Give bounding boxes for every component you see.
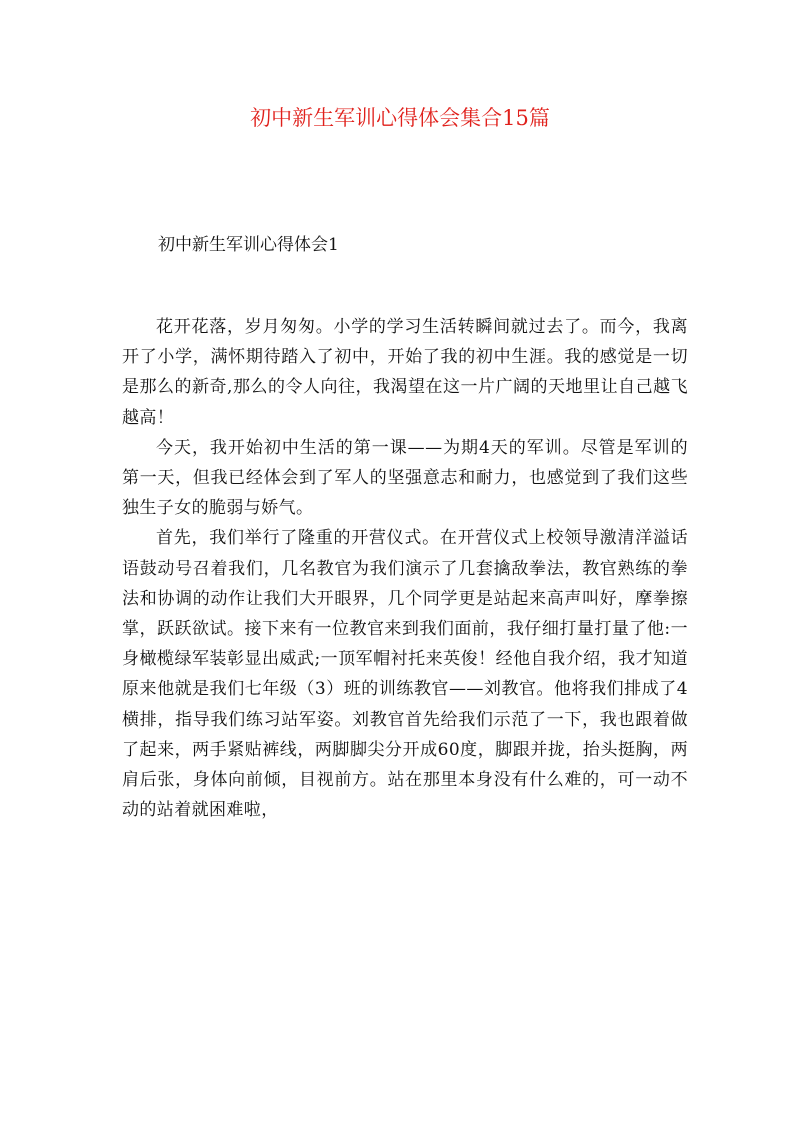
article-body — [122, 312, 688, 825]
paragraph: 花开花落，岁月匆匆。小学的学习生活转瞬间就过去了。而今，我离开了小学，满怀期待踏入了初中，开始了我的初中生涯。我的感觉是一切是那么的新奇,那么的令人向往，我渴望在这一片广阔的天地里让自己越飞越高！ — [122, 317, 688, 428]
paragraph: 首先，我们举行了隆重的开营仪式。在开营仪式上校领导激清洋溢话语鼓动号召着我们，几名教官为我们演示了几套擒敌拳法，教官熟练的拳法和协调的动作让我们大开眼界，几个同学更是站起来高声叫好，摩拳擦掌，跃跃欲试。接下来有一位教官来到我们面前，我仔细打量打量了他:一身橄榄绿军装彰显出威武;一顶军帽衬托来英俊！经他自我介绍，我才知道原来他就是我们七年级（3）班的训练教官——刘教官。他将我们排成了4横排，指导我们练习站军姿。刘教官首先给我们示范了一下，我也跟着做了起来，两手紧贴裤线，两脚脚尖分开成60度，脚跟并拢，抬头挺胸，两肩后张，身体向前倾，目视前方。站在那里本身没有什么难的，可一动不动的站着就困难啦， — [122, 528, 688, 821]
paragraph: 今天，我开始初中生活的第一课——为期4天的军训。尽管是军训的第一天，但我已经体会到了军人的坚强意志和耐力，也感觉到了我们这些独生子女的脆弱与娇气。 — [122, 437, 688, 519]
document-title: 初中新生军训心得体会集合15篇 — [250, 106, 550, 130]
section-heading: 初中新生军训心得体会1 — [158, 235, 339, 255]
